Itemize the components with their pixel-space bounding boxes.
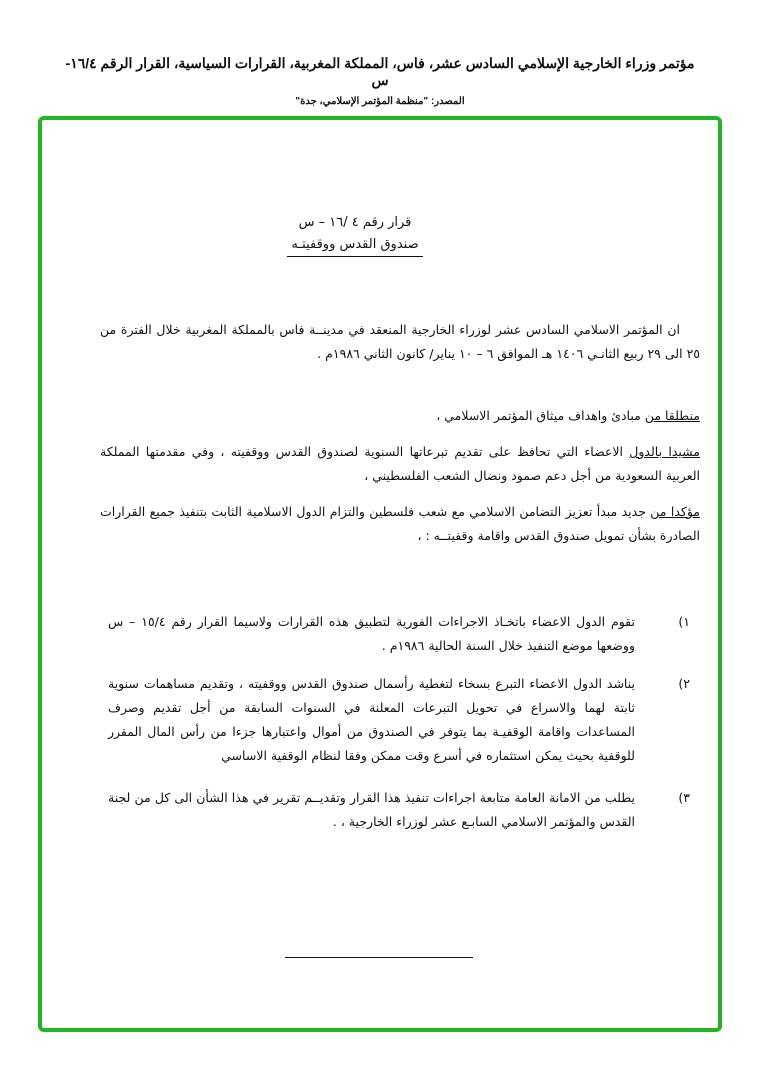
list-item: ٣) يطلب من الامانة العامة متابعة اجراءات تنفيذ هذا القرار وتقديــم تقرير في هذا الشأن الى كل من لجنة القدس والمؤتمر الاسلامي السابـع عشر لوزراء الخارجية ، . <box>108 790 690 829</box>
preamble-clause: مؤكدا من جديد مبدأ تعزيز التضامن الاسلامي مع شعب فلسطين والتزام الدول الاسلامية الثابت بتنفيذ جميع القرارات الصادرة بشأن تمويل صندوق القدس واقامة وقفيتــه : ، <box>100 504 700 543</box>
header-title: مؤتمر وزراء الخارجية الإسلامي السادس عشر، فاس، المملكة المغربية، القرارات السياسية، القرار الرقم ١٦/٤-س <box>65 55 695 88</box>
resolution-title <box>250 212 460 257</box>
preamble-clause: منطلقا من مبادئ واهداف ميثاق المؤتمر الاسلامي ، <box>436 408 700 423</box>
end-rule <box>285 957 473 958</box>
preamble <box>100 404 700 548</box>
list-item: ١) تقوم الدول الاعضاء باتخـاذ الاجراءات الفورية لتطبيق هذه القرارات ولاسيما القرار رقم ١٥/٤ – س ووضعها موضع التنفيذ خلال السنة الحالية ١٩٨٦م . <box>108 614 690 653</box>
page-header <box>60 55 700 107</box>
resolution-number: قرار رقم ٤ /١٦ – س <box>298 215 412 230</box>
preamble-clause: مشيدا بالدول الاعضاء التي تحافظ على تقديم تبرعاتها السنوية لصندوق القدس ووقفيته ، وفي مقدمتها المملكة العربية السعودية من أجل دعم صمود ونضال الشعب الفلسطيني ، <box>100 444 700 483</box>
intro-paragraph: ان المؤتمر الاسلامي السادس عشر لوزراء الخارجية المنعقد في مدينــة فاس بالمملكة المغربية خلال الفترة من ٢٥ الى ٢٩ ربيع الثانـي ١٤٠٦ هـ الموافق ٦ – ١٠ يناير/ كانون الثاني ١٩٨٦م . <box>100 322 700 361</box>
operative-items <box>100 610 690 834</box>
header-source: المصدر: "منظمة المؤتمر الإسلامي، جدة" <box>295 96 465 107</box>
list-item: ٢) يناشد الدول الاعضاء التبرع بسخاء لتغطية رأسمال صندوق القدس ووقفيته ، وتقديم مساهمات سنوية ثابتة لهما والاسراع في تحويل التبرعات المعلنة في السنوات السابقة من أجل تقديم وصرف المساعدات واقامة الوقفيـة بما يتوفر في الصندوق من أموال واعتبارها جزءا من رأس المال المقرر للوقفية بحيث يمكن استثماره في أسرع وقت ممكن وفقا لنظام الوقفية الاساسي <box>108 676 690 763</box>
resolution-subject: صندوق القدس ووقفيتـه <box>287 234 422 257</box>
